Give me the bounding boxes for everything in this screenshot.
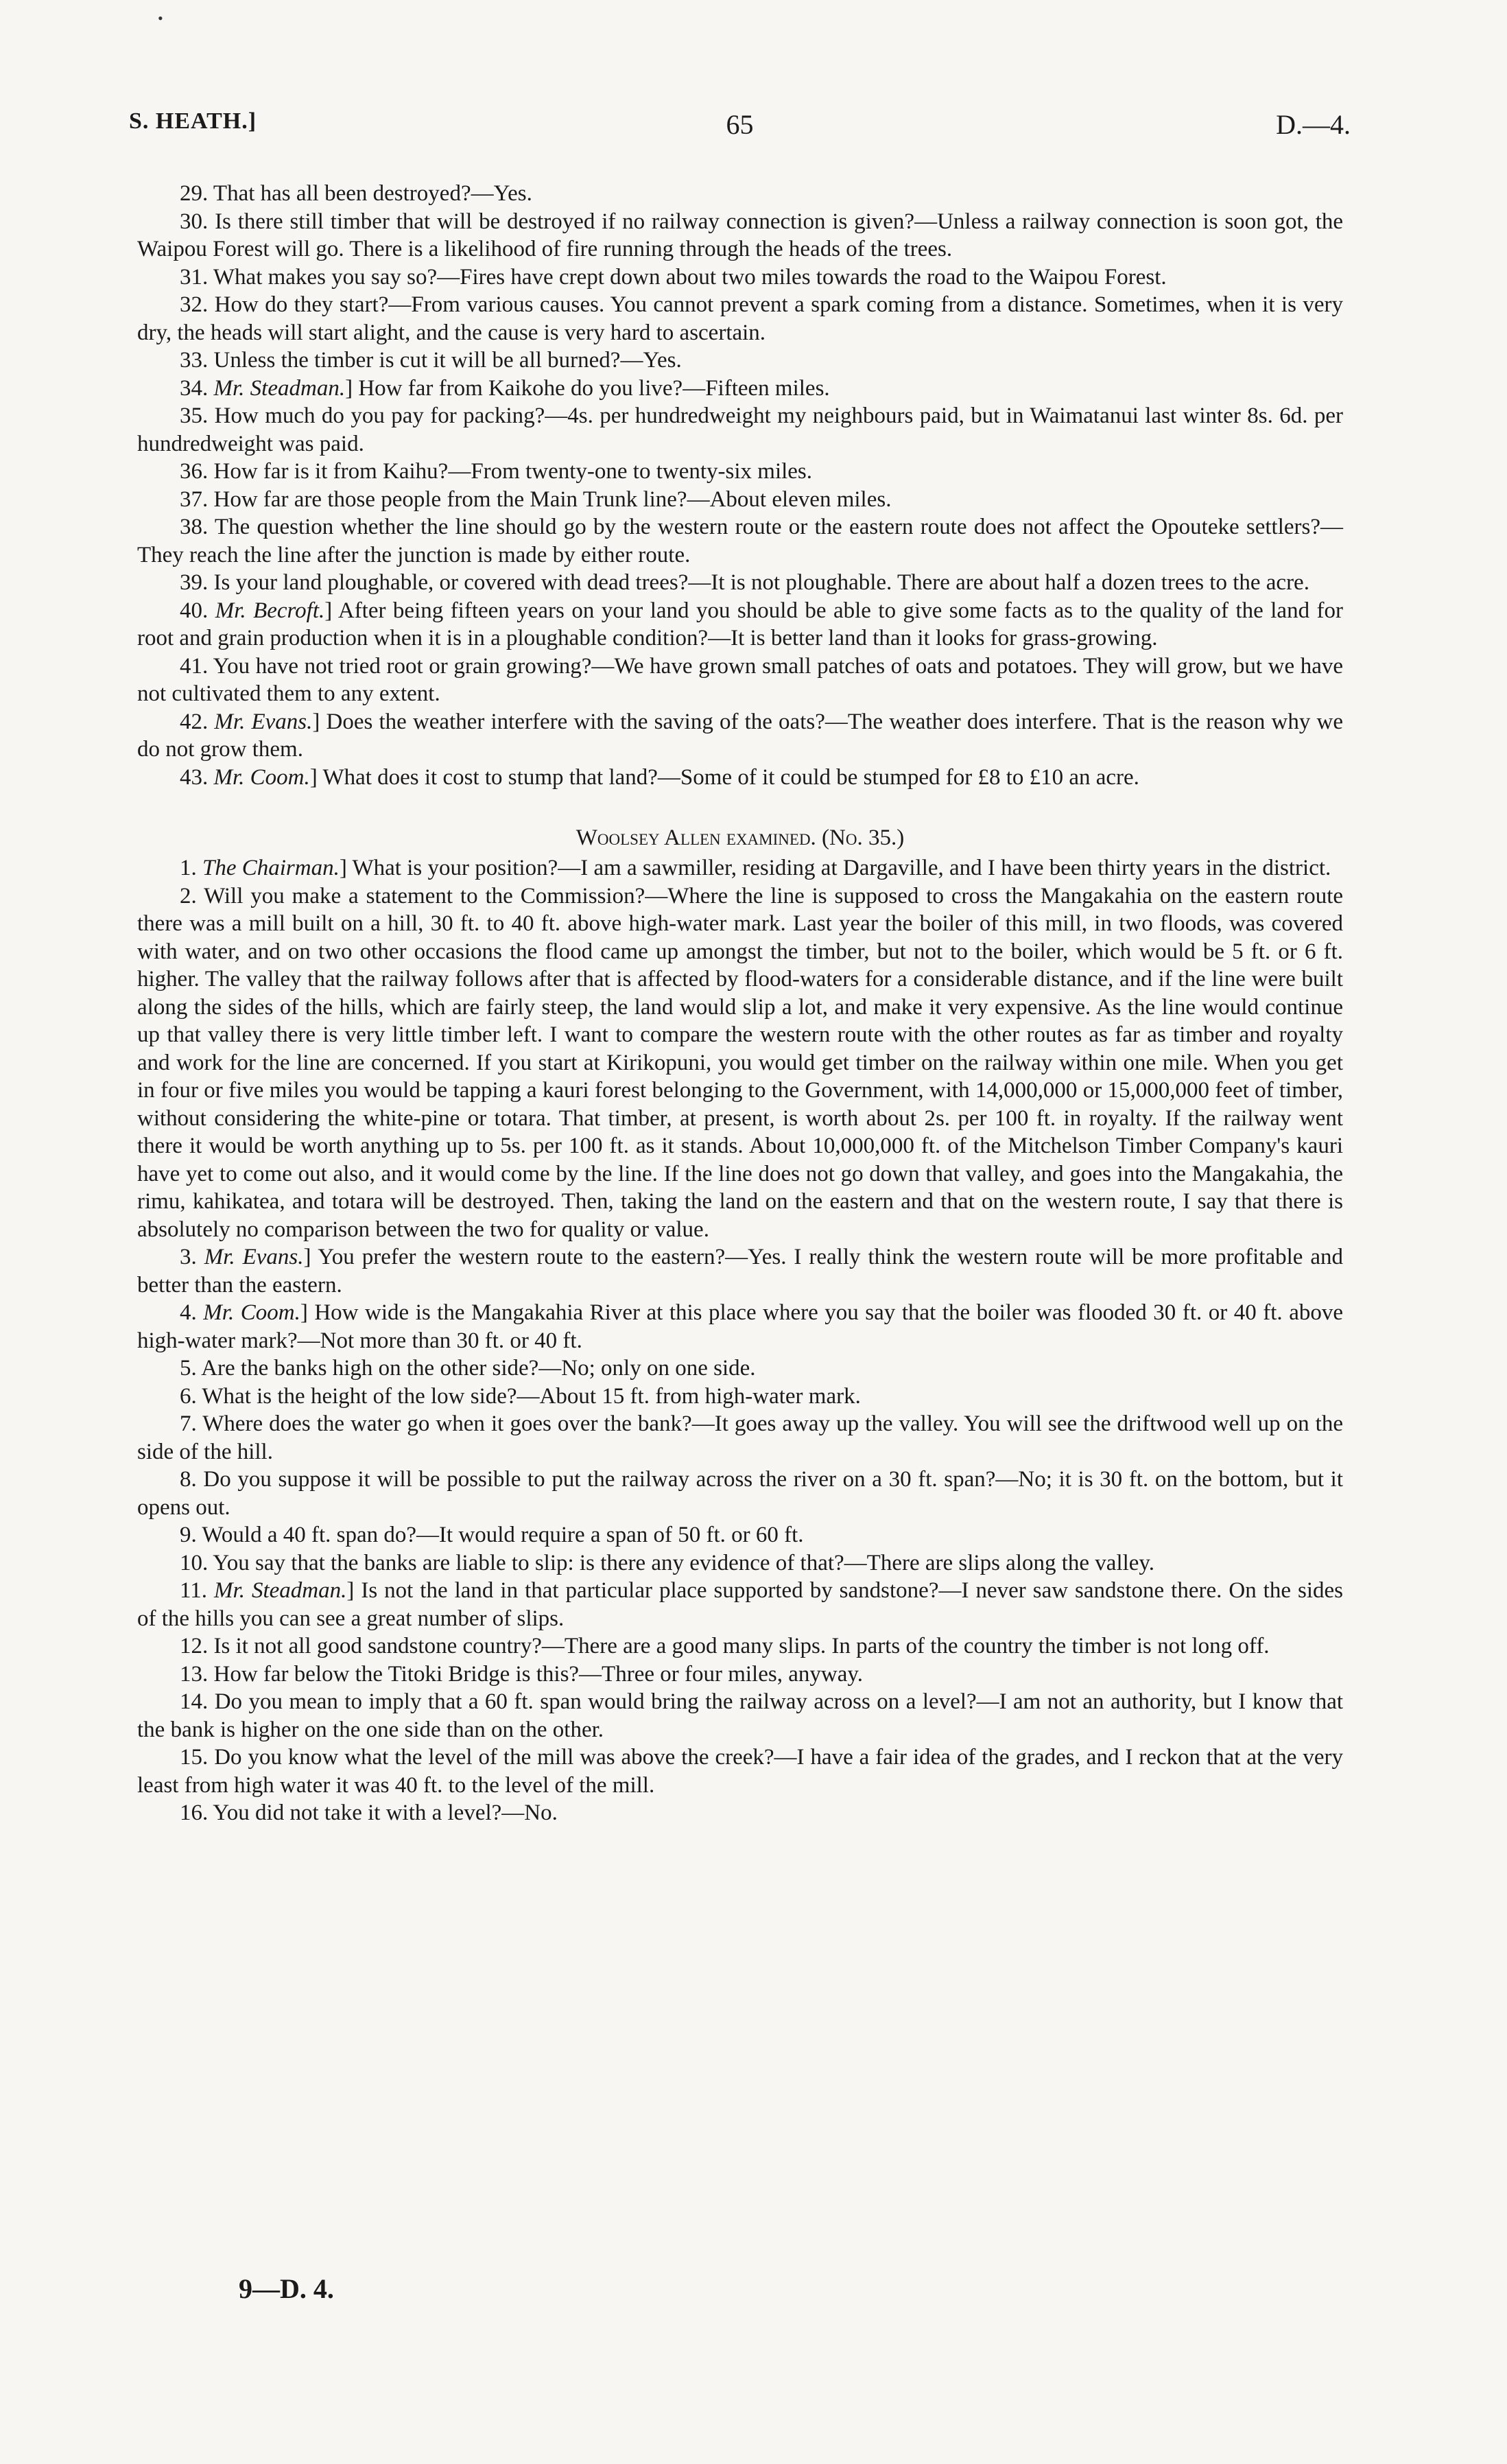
question-number: 36. xyxy=(180,459,209,484)
question-paragraph: 34. Mr. Steadman.] How far from Kaikohe do you live?—Fifteen miles. xyxy=(180,375,830,401)
question-paragraph xyxy=(137,1521,1343,1549)
question-text: Does the weather interfere with the saving of the oats?—The weather does interfere. That is the reason why we do not grow them. xyxy=(137,709,1344,762)
question-paragraph xyxy=(137,653,1343,708)
question-number: 4. xyxy=(180,1300,197,1325)
question-number: 12. xyxy=(180,1634,209,1658)
question-text: How far from Kaikohe do you live?—Fifteen miles. xyxy=(358,375,830,401)
body-text xyxy=(137,180,1343,1827)
question-number: 5. xyxy=(180,1356,197,1381)
page-header xyxy=(129,108,1351,150)
question-number: 29. xyxy=(180,181,209,206)
question-text: Do you mean to imply that a 60 ft. span would bring the railway across on a level?—I am not an authority, but I know that the bank is higher on the one side than on the other. xyxy=(137,1689,1344,1742)
testimony-part-1 xyxy=(137,180,1343,791)
question-number: 11. xyxy=(180,1578,208,1603)
speaker-name: Mr. Evans. xyxy=(204,1245,304,1269)
question-paragraph: 3. Mr. Evans.] You prefer the western route to the eastern?—Yes. I really think the western route will be more profitable and better than the eastern. xyxy=(137,1245,1344,1298)
question-paragraph xyxy=(137,1410,1343,1466)
question-text: How much do you pay for packing?—4s. per hundredweight my neighbours paid, but in Waimatanui last winter 8s. 6d. per hundredweight was paid. xyxy=(137,403,1343,456)
question-text: What is your position?—I am a sawmiller, residing at Dargaville, and I have been thirty years in the district. xyxy=(352,856,1331,880)
question-number: 2. xyxy=(180,883,197,908)
question-paragraph: 43. Mr. Coom.] What does it cost to stump that land?—Some of it could be stumped for £8 to £10 an acre. xyxy=(180,764,1139,790)
question-paragraph xyxy=(137,1549,1343,1577)
question-text: You have not tried root or grain growing?—We have grown small patches of oats and potatoes. They will grow, but we have not cultivated them to any extent. xyxy=(137,653,1343,706)
question-text: You say that the banks are liable to slip: is there any evidence of that?—There are slips along the valley. xyxy=(213,1550,1155,1575)
question-text: Where does the water go when it goes over the bank?—It goes away up the valley. You will see the driftwood well up on the side of the hill. xyxy=(137,1411,1344,1464)
question-paragraph xyxy=(137,1799,1343,1827)
header-left: S. HEATH.] xyxy=(129,108,257,134)
question-number: 34. xyxy=(180,375,209,401)
question-paragraph xyxy=(137,208,1343,263)
question-number: 9. xyxy=(180,1523,197,1547)
question-text: How far are those people from the Main Trunk line?—About eleven miles. xyxy=(213,486,892,512)
question-text: You did not take it with a level?—No. xyxy=(213,1800,558,1825)
question-paragraph xyxy=(137,486,1343,514)
question-text: How far below the Titoki Bridge is this?—Three or four miles, anyway. xyxy=(213,1661,863,1687)
question-number: 3. xyxy=(180,1245,197,1269)
question-paragraph: 1. The Chairman.] What is your position?—I am a sawmiller, residing at Dargaville, and I have been thirty years in the district. xyxy=(180,856,1331,880)
question-paragraph xyxy=(137,291,1343,347)
question-paragraph xyxy=(137,458,1343,486)
question-paragraph xyxy=(137,1661,1343,1689)
question-paragraph: 42. Mr. Evans.] Does the weather interfere with the saving of the oats?—The weather does interfere. That is the reason why we do not grow them. xyxy=(137,709,1344,762)
question-paragraph xyxy=(137,402,1343,458)
question-number: 40. xyxy=(180,598,209,623)
speaker-name: Mr. Coom. xyxy=(213,764,310,790)
page-signature: 9—D. 4. xyxy=(239,2273,334,2304)
question-paragraph xyxy=(137,180,1343,208)
question-text: Unless the timber is cut it will be all burned?—Yes. xyxy=(213,348,682,373)
speaker-name: Mr. Steadman. xyxy=(214,1578,347,1603)
question-number: 37. xyxy=(180,486,209,512)
question-text: What does it cost to stump that land?—Some of it could be stumped for £8 to £10 an acre. xyxy=(322,764,1139,790)
question-number: 15. xyxy=(180,1745,209,1770)
question-paragraph xyxy=(137,1466,1343,1521)
section-title: Woolsey Allen examined. (No. 35.) xyxy=(575,825,905,850)
question-number: 42. xyxy=(180,709,209,734)
speaker-name: Mr. Becroft. xyxy=(215,598,325,623)
speaker-name: Mr. Steadman. xyxy=(213,375,346,401)
question-number: 35. xyxy=(180,403,209,428)
question-paragraph xyxy=(137,263,1343,292)
question-paragraph xyxy=(137,1354,1343,1383)
speaker-name: Mr. Coom. xyxy=(203,1300,300,1325)
question-number: 32. xyxy=(180,292,209,317)
question-paragraph: 40. Mr. Becroft.] After being fifteen years on your land you should be able to give some facts as to the quality of the land for root and grain production when it is in a ploughable condition?—It is better land than it looks for grass-growing. xyxy=(137,598,1343,650)
question-paragraph xyxy=(137,1383,1343,1411)
question-paragraph xyxy=(137,882,1343,1244)
question-number: 41. xyxy=(180,653,209,679)
question-number: 31. xyxy=(180,264,209,290)
question-number: 30. xyxy=(180,209,209,234)
speaker-name: The Chairman. xyxy=(202,856,340,880)
question-number: 1. xyxy=(180,856,197,880)
question-text: Will you make a statement to the Commission?—Where the line is supposed to cross the Mangakahia on the eastern route there was a mill built on a hill, 30 ft. to 40 ft. above high-water mark. Last year the boiler of this mill, in two floods, was covered with water, and on two other occasions the flood came up amongst the timber, but not to the boiler, which would be 5 ft. or 6 ft. higher. The valley that the railway follows after that is affected by flood-waters for a considerable distance, and if the line were built along the sides of the hills, which are fairly steep, the land would slip a lot, and make it very expensive. As the line would continue up that valley there is very little timber left. I want to compare the western route with the other routes as far as timber and royalty and work for the line are concerned. If you start at Kirikopuni, you would get timber on the railway within one mile. When you get in four or five miles you would be tapping a kauri forest belonging to the Government, with 14,000,000 or 15,000,000 feet of timber, without considering the white-pine or totara. That timber, at present, is worth about 2s. per 100 ft. in royalty. If the railway went there it would be worth anything up to 5s. per 100 ft. as it stands. About 10,000,000 ft. of the Mitchelson Timber Company's kauri have yet to come out also, and it would come by the line. If the line does not go down that valley, and goes into the Mangakahia, the rimu, kahikatea, and totara will be destroyed. Then, taking the land on the eastern and that on the western route, I say that there is absolutely no comparison between the two for quality or value. xyxy=(137,883,1344,1242)
question-number: 10. xyxy=(180,1550,209,1575)
question-number: 13. xyxy=(180,1661,209,1687)
question-paragraph xyxy=(137,569,1343,597)
testimony-part-2 xyxy=(137,854,1343,1827)
question-number: 16. xyxy=(180,1800,209,1825)
question-text: Is not the land in that particular place supported by sandstone?—I never saw sandstone there. On the sides of the hills you can see a great number of slips. xyxy=(137,1578,1343,1631)
speaker-name: Mr. Evans. xyxy=(214,709,313,734)
question-number: 6. xyxy=(180,1383,197,1409)
question-text: Is there still timber that will be destroyed if no railway connection is given?—Unless a railway connection is soon got, the Waipou Forest will go. There is a likelihood of fire running through the heads of the trees. xyxy=(137,209,1344,261)
question-text: What makes you say so?—Fires have crept down about two miles towards the road to the Waipou Forest. xyxy=(213,264,1167,290)
question-text: That has all been destroyed?—Yes. xyxy=(213,181,532,206)
question-text: Is it not all good sandstone country?—There are a good many slips. In parts of the country the timber is not long off. xyxy=(213,1634,1270,1658)
question-text: The question whether the line should go by the western route or the eastern route does not affect the Opouteke settlers?—They reach the line after the junction is made by either route. xyxy=(137,515,1343,567)
question-number: 39. xyxy=(180,570,209,595)
question-text: Do you suppose it will be possible to put the railway across the river on a 30 ft. span?—No; it is 30 ft. on the bottom, but it opens out. xyxy=(137,1467,1343,1520)
question-number: 43. xyxy=(180,764,209,790)
question-paragraph xyxy=(137,513,1343,569)
question-number: 14. xyxy=(180,1689,209,1714)
question-text: How do they start?—From various causes. You cannot prevent a spark coming from a distance. Sometimes, when it is very dry, the heads will start alight, and the cause is very hard to ascertain. xyxy=(137,292,1343,345)
question-text: How wide is the Mangakahia River at this place where you say that the boiler was flooded 30 ft. or 40 ft. above high-water mark?—Not more than 30 ft. or 40 ft. xyxy=(137,1300,1343,1353)
question-text: Do you know what the level of the mill was above the creek?—I have a fair idea of the grades, and I reckon that at the very least from high water it was 40 ft. to the level of the mill. xyxy=(137,1745,1344,1798)
question-paragraph: 4. Mr. Coom.] How wide is the Mangakahia River at this place where you say that the boiler was flooded 30 ft. or 40 ft. above high-water mark?—Not more than 30 ft. or 40 ft. xyxy=(137,1300,1343,1353)
question-text: Is your land ploughable, or covered with dead trees?—It is not ploughable. There are about half a dozen trees to the acre. xyxy=(213,570,1309,595)
question-paragraph xyxy=(137,1688,1343,1744)
question-number: 7. xyxy=(180,1411,197,1436)
question-text: Are the banks high on the other side?—No; only on one side. xyxy=(201,1356,756,1381)
question-paragraph xyxy=(137,1744,1343,1799)
question-text: You prefer the western route to the eastern?—Yes. I really think the western route will be more profitable and better than the eastern. xyxy=(137,1245,1344,1298)
question-text: Would a 40 ft. span do?—It would require a span of 50 ft. or 60 ft. xyxy=(202,1523,804,1547)
question-number: 8. xyxy=(180,1467,197,1492)
page-number: 65 xyxy=(726,109,754,140)
question-paragraph: 11. Mr. Steadman.] Is not the land in that particular place supported by sandstone?—I never saw sandstone there. On the sides of the hills you can see a great number of slips. xyxy=(137,1578,1343,1631)
question-number: 38. xyxy=(180,515,209,539)
question-text: How far is it from Kaihu?—From twenty-one to twenty-six miles. xyxy=(213,459,813,484)
question-paragraph xyxy=(137,347,1343,375)
question-text: What is the height of the low side?—About 15 ft. from high-water mark. xyxy=(202,1383,861,1409)
document-reference: D.—4. xyxy=(1276,109,1351,140)
question-number: 33. xyxy=(180,348,209,373)
question-paragraph xyxy=(137,1632,1343,1661)
margin-mark: • xyxy=(158,10,163,27)
question-text: After being fifteen years on your land you should be able to give some facts as to the quality of the land for root and grain production when it is in a ploughable condition?—It is better land than it looks for grass-growing. xyxy=(137,598,1343,650)
